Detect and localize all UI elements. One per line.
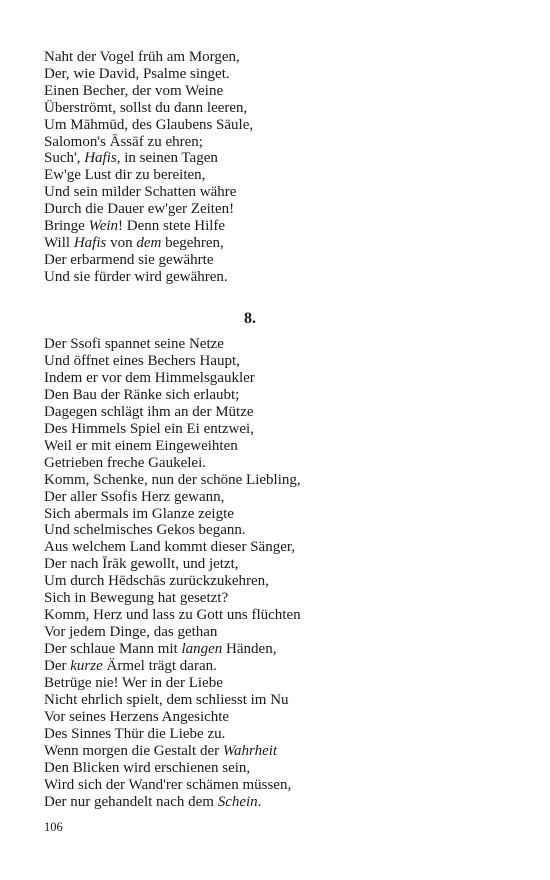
poem-line: Der aller Ssofis Herz gewann, xyxy=(44,488,225,505)
poem-line: Den Blicken wird erschienen sein, xyxy=(44,759,251,776)
poem-section-8 xyxy=(44,336,514,811)
section-number: 8. xyxy=(244,310,256,327)
poem-line: Ew'ge Lust dir zu bereiten, xyxy=(44,167,206,184)
poem-line: Durch die Dauer ew'ger Zeiten! xyxy=(44,201,235,218)
poem-line: Bringe Wein! Denn stete Hilfe xyxy=(44,218,226,235)
emphasized-word: Hafis xyxy=(84,150,117,167)
emphasized-word: Wein xyxy=(88,218,119,235)
poem-line: Komm, Schenke, nun der schöne Liebling, xyxy=(44,471,301,488)
poem-line: Komm, Herz und lass zu Gott uns flüchten xyxy=(44,607,301,624)
emphasized-word: Hafis xyxy=(73,234,107,251)
poem-line: Such', Hafis, in seinen Tagen xyxy=(44,150,218,167)
poem-line: Sich abermals im Glanze zeigte xyxy=(44,505,234,522)
poem-line: Der schlaue Mann mit langen Händen, xyxy=(44,641,277,658)
emphasized-word: langen xyxy=(181,641,223,658)
poem-line: Und sie fürder wird gewähren. xyxy=(44,268,228,285)
poem-line: Getrieben freche Gaukelei. xyxy=(44,454,206,471)
poem-line: Und schelmisches Gekos begann. xyxy=(44,522,246,539)
poem-line: Betrüge nie! Wer in der Liebe xyxy=(44,675,223,692)
poem-line: Der, wie David, Psalme singet. xyxy=(44,65,230,82)
emphasized-word: dem xyxy=(136,234,162,251)
emphasized-word: kurze xyxy=(70,658,103,675)
poem-line: Um Māhmūd, des Glaubens Säule, xyxy=(44,116,254,133)
poem-line: Aus welchem Land kommt dieser Sänger, xyxy=(44,539,296,556)
poem-line: Und öffnet eines Bechers Haupt, xyxy=(44,352,240,369)
poem-line: Der kurze Ärmel trägt daran. xyxy=(44,658,217,675)
emphasized-word: Schein xyxy=(217,793,258,810)
poem-line: Wenn morgen die Gestalt der Wahrheit xyxy=(44,742,278,759)
poem-line: Um durch Hēdschās zurückzukehren, xyxy=(44,573,269,590)
poem-line: Nicht ehrlich spielt, dem schliesst im Nu xyxy=(44,692,289,709)
poem-line: Der Ssofi spannet seine Netze xyxy=(44,336,224,352)
page-number: 106 xyxy=(44,820,63,834)
poem-line: Den Bau der Ränke sich erlaubt; xyxy=(44,386,240,403)
poem-line: Weil er mit einem Eingeweihten xyxy=(44,437,238,454)
poem-line: Salomon's Āssāf zu ehren; xyxy=(44,133,203,150)
poem-line: Dagegen schlägt ihm an der Mütze xyxy=(44,403,254,420)
emphasized-word: Wahrheit xyxy=(222,742,278,759)
poem-line: Vor jedem Dinge, das gethan xyxy=(44,624,218,641)
poem-stanza-top xyxy=(44,49,514,286)
poem-line: Des Sinnes Thür die Liebe zu. xyxy=(44,725,226,742)
poem-line: Der erbarmend sie gewährte xyxy=(44,251,214,268)
poem-line: Einen Becher, der vom Weine xyxy=(44,82,224,99)
poem-line: Der nur gehandelt nach dem Schein. xyxy=(44,793,262,810)
poem-line: Indem er vor dem Himmelsgaukler xyxy=(44,369,255,386)
poem-line: Des Himmels Spiel ein Ei entzwei, xyxy=(44,420,254,437)
poem-line: Der nach Īrāk gewollt, und jetzt, xyxy=(44,556,239,573)
poem-line: Naht der Vogel früh am Morgen, xyxy=(44,49,240,65)
poem-line: Vor seines Herzens Angesichte xyxy=(44,708,230,725)
poem-line: Wird sich der Wand'rer schämen müssen, xyxy=(44,776,292,793)
poem-line: Und sein milder Schatten währe xyxy=(44,184,237,201)
poem-line: Sich in Bewegung hat gesetzt? xyxy=(44,590,229,607)
poem-line: Will Hafis von dem begehren, xyxy=(44,234,224,251)
poem-line: Überströmt, sollst du dann leeren, xyxy=(44,99,248,116)
